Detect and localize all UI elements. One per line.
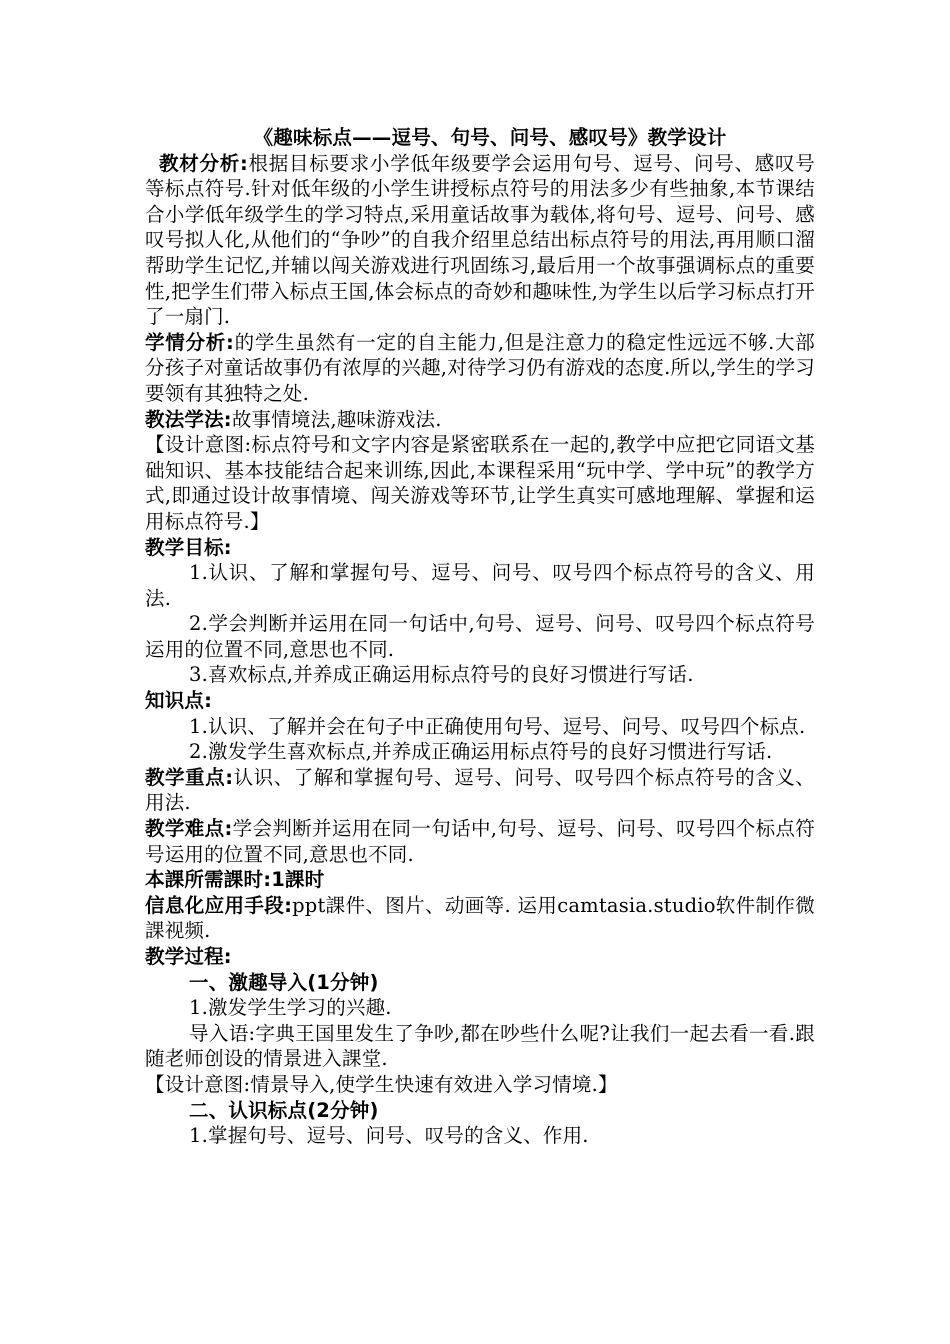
- objectives-heading: 教学目标:: [145, 535, 232, 559]
- design-intent-paragraph: 【设计意图:标点符号和文字内容是紧密联系在一起的,教学中应把它同语文基础知识、基本技能结合起来训练,因此,本课程采用“玩中学、学中玩”的教学方式,即通过设计故事情境、闯关游戏等环节,让学生真实可感地理解、掌握和运用标点符号.】: [145, 433, 815, 533]
- methods-label: 教法学法:: [145, 407, 232, 431]
- it-means-paragraph: [145, 893, 815, 944]
- objective-item: 2.学会判断并运用在同一句话中,句号、逗号、问号、叹号四个标点符号运用的位置不同,意思也不同.: [145, 612, 815, 661]
- material-analysis-label: 教材分析:: [159, 151, 248, 175]
- knowledge-item: 1.认识、了解并会在句子中正确使用句号、逗号、问号、叹号四个标点.: [189, 714, 806, 738]
- section1-intent: 【设计意图:情景导入,使学生快速有效进入学习情境.】: [145, 1072, 618, 1096]
- key-points-paragraph: [145, 765, 815, 816]
- material-analysis-text: 根据目标要求小学低年级要学会运用句号、逗号、问号、感叹号等标点符号.针对低年级的小学生讲授标点符号的用法多少有些抽象,本节课结合小学低年级学生的学习特点,采用童话故事为载体,将句号、逗号、问号、感叹号拟人化,从他们的“争吵”的自我介绍里总结出标点符号的用法,再用顺口溜帮助学生记忆,并辅以闯关游戏进行巩固练习,最后用一个故事强调标点的重要性,把学生们带入标点王国,体会标点的奇妙和趣味性,为学生以后学习标点打开了一扇门.: [145, 151, 815, 329]
- process-heading: 教学过程:: [145, 945, 232, 968]
- objective-item: 3.喜欢标点,并养成正确运用标点符号的良好习惯进行写话.: [189, 663, 694, 687]
- difficulties-text: 学会判断并运用在同一句话中,句号、逗号、问号、叹号四个标点符号运用的位置不同,意思也不同.: [145, 817, 815, 866]
- knowledge-heading: 知识点:: [145, 689, 213, 713]
- methods-text: 故事情境法,趣味游戏法.: [231, 407, 442, 431]
- it-means-label: 信息化应用手段:: [145, 893, 293, 917]
- methods-paragraph: [145, 407, 815, 433]
- section1-intro: 导入语:字典王国里发生了争吵,都在吵些什么呢?让我们一起去看一看.跟随老师创设的情景进入課堂.: [145, 1021, 815, 1071]
- document-title: 《趣味标点——逗号、句号、问号、感叹号》教学设计: [253, 126, 727, 149]
- knowledge-item: 2.激发学生喜欢标点,并养成正确运用标点符号的良好习惯进行写话.: [189, 740, 773, 764]
- student-analysis-label: 学情分析:: [145, 330, 235, 354]
- key-points-label: 教学重点:: [145, 765, 234, 789]
- key-points-text: 认识、了解和掌握句号、逗号、问号、叹号四个标点符号的含义、用法.: [145, 765, 815, 815]
- objective-item: 1.认识、了解和掌握句号、逗号、问号、叹号四个标点符号的含义、用法.: [145, 561, 815, 610]
- it-means-text: ppt課件、图片、动画等. 运用camtasia.studio软件制作微課视频.: [145, 893, 815, 943]
- difficulties-label: 教学难点:: [145, 817, 233, 841]
- section2-item: 1.掌握句号、逗号、问号、叹号的含义、作用.: [189, 1124, 589, 1148]
- hours-line: 本課所需課时:1課时: [145, 868, 325, 892]
- student-analysis-text: 的学生虽然有一定的自主能力,但是注意力的稳定性远远不够.大部分孩子对童话故事仍有浓厚的兴趣,对待学习仍有游戏的态度.所以,学生的学习要领有其独特之处.: [145, 330, 815, 405]
- section1-heading: 一、激趣导入(1分钟): [189, 970, 379, 994]
- document-body: [145, 125, 815, 1149]
- material-analysis-paragraph: [145, 151, 815, 330]
- student-analysis-paragraph: [145, 330, 815, 407]
- difficulties-paragraph: [145, 816, 815, 867]
- section2-heading: 二、认识标点(2分钟): [189, 1098, 379, 1122]
- section1-item: 1.激发学生学习的兴趣.: [189, 996, 392, 1020]
